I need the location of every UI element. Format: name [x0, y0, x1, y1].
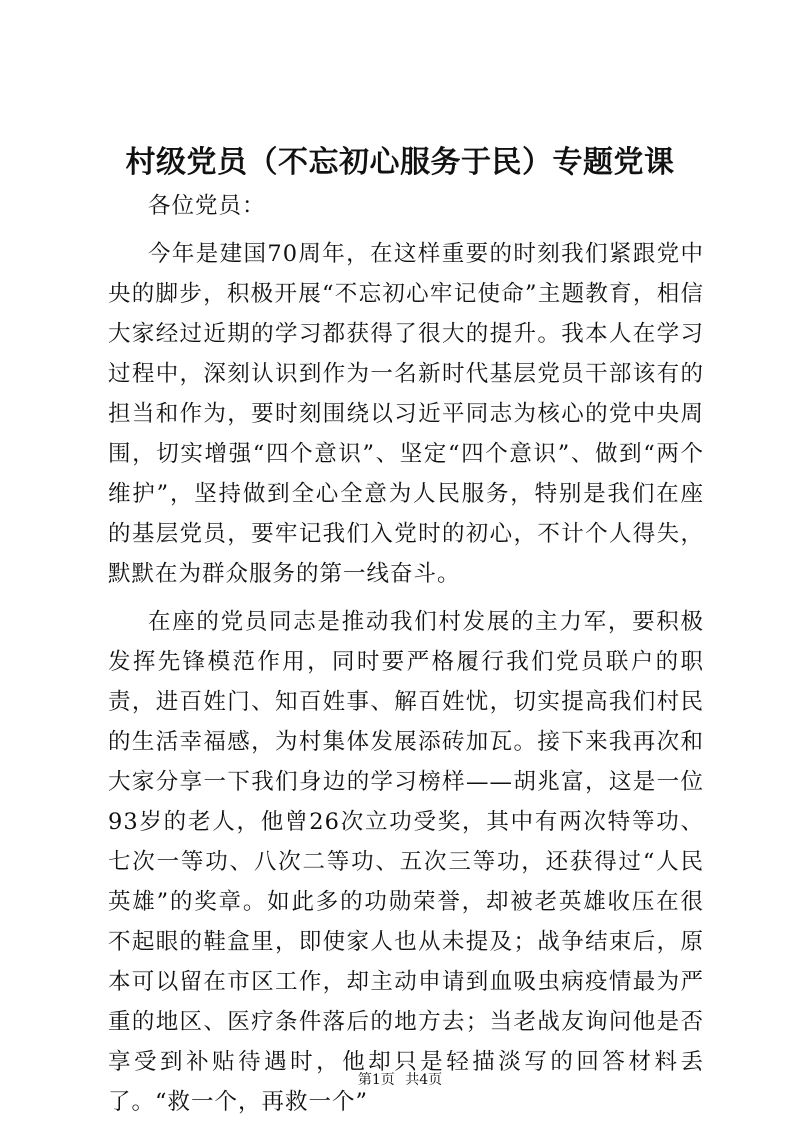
page-title: 村级党员（不忘初心服务于民）专题党课 [125, 145, 675, 180]
page-number: 第1页 [357, 1072, 395, 1088]
total-pages: 共4页 [405, 1072, 443, 1088]
salutation: 各位党员： [148, 193, 266, 219]
page-footer [0, 1070, 800, 1090]
paragraph-1: 今年是建国70周年，在这样重要的时刻我们紧跟党中央的脚步，积极开展“不忘初心牢记使命”主题教育，相信大家经过近期的学习都获得了很大的提升。我本人在学习过程中，深刻认识到作为一名新时代基层党员干部该有的担当和作为，要时刻围绕以习近平同志为核心的党中央周围，切实增强“四个意识”、坚定“四个意识”、做到“两个维护”，坚持做到全心全意为人民服务，特别是我们在座的基层党员，要牢记我们入党时的初心，不计个人得失，默默在为群众服务的第一线奋斗。 [108, 241, 704, 587]
document-body [108, 186, 704, 1122]
paragraph-2: 在座的党员同志是推动我们村发展的主力军，要积极发挥先锋模范作用，同时要严格履行我们党员联户的职责，进百姓门、知百姓事、解百姓忧，切实提高我们村民的生活幸福感，为村集体发展添砖加瓦。接下来我再次和大家分享一下我们身边的学习榜样——胡兆富，这是一位93岁的老人，他曾26次立功受奖，其中有两次特等功、七次一等功、八次二等功、五次三等功，还获得过“人民英雄”的奖章。如此多的功勋荣誉，却被老英雄收压在很不起眼的鞋盒里，即使家人也从未提及；战争结束后，原本可以留在市区工作，却主动申请到血吸虫病疫情最为严重的地区、医疗条件落后的地方去；当老战友询问他是否享受到补贴待遇时，他却只是轻描淡写的回答材料丢了。“救一个，再救一个” [108, 609, 704, 1115]
